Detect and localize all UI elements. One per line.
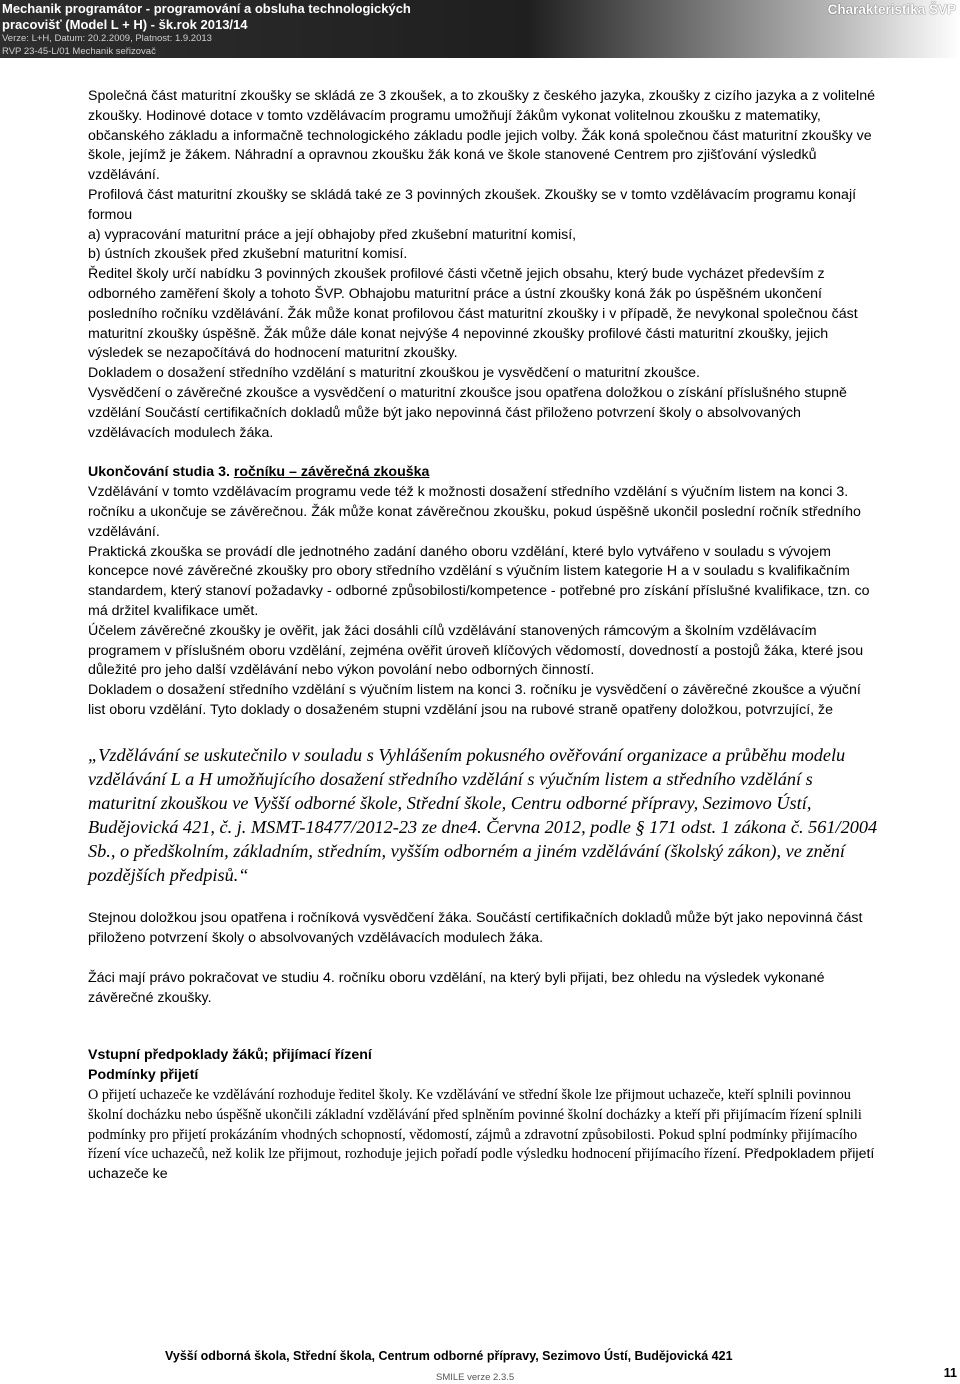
page-content: [88, 87, 878, 1185]
spacer: [88, 887, 878, 909]
paragraph: Vysvědčení o závěrečné zkoušce a vysvědčení o maturitní zkoušce jsou opatřena doložkou o získání příslušného stupně vzdělání Součástí certifikačních dokladů může být jako nepovinná část přiloženo potvrzení školy o absolvovaných vzdělávacích modulech žáka.: [88, 384, 847, 441]
page-number: 11: [943, 1366, 957, 1380]
list-item: a) vypracování maturitní práce a její obhajoby před zkušební maturitní komisí,: [88, 226, 577, 243]
section-title: Charakteristika ŠVP: [827, 2, 956, 17]
spacer: [88, 949, 878, 969]
footer-version: SMILE verze 2.3.5: [436, 1372, 515, 1383]
section-heading: Ukončování studia 3. ročníku – závěrečná zkouška: [88, 464, 430, 481]
document-code: RVP 23-45-L/01 Mechanik seřizovač: [2, 46, 156, 57]
spacer: [88, 1008, 878, 1046]
footer-school-name: Vyšší odborná škola, Střední škola, Centrum odborné přípravy, Sezimovo Ústí, Budějovická 421: [165, 1349, 733, 1363]
spacer: [88, 443, 878, 463]
paragraph: Žáci mají právo pokračovat ve studiu 4. ročníku oboru vzdělání, na který byli přijati, bez ohledu na výsledek vykonané závěrečné zkoušky.: [88, 969, 825, 1006]
document-version: Verze: L+H, Datum: 20.2.2009, Platnost: 1.9.2013: [2, 33, 212, 44]
quoted-clause: „Vzdělávání se uskutečnilo v souladu s Vyhlášením pokusného ověřování organizace a průběhu modelu vzdělávání L a H umožňujícího dosažení středního vzdělání s výučním listem a středního vzdělání s maturitní zkouškou ve Vyšší odborné škole, Střední škole, Centru odborné přípravy, Sezimovo Ústí, Budějovická 421, č. j. MSMT-18477/2012-23 ze dne4. Června 2012, podle § 171 odst. 1 zákona č. 561/2004 Sb., o předškolním, základním, středním, vyšším odborném a jiném vzdělávání (školský zákon), ve znění pozdějších předpisů.“: [88, 744, 878, 886]
paragraph: Účelem závěrečné zkoušky je ověřit, jak žáci dosáhli cílů vzdělávání stanovených rámcovým a školním vzdělávacím programem v příslušném oboru vzdělání, zejména ověřit úroveň klíčových vědomostí, dovedností a postojů žáka, které jsou důležité pro jeho další vzdělávání nebo výkon povolání nebo odborných činností.: [88, 622, 864, 679]
document-title: Mechanik programátor - programování a obsluha technologických pracovišť (Model L + H) - šk.rok 2013/14: [2, 1, 411, 32]
paragraph: Vzdělávání v tomto vzdělávacím programu vede též k možnosti dosažení středního vzdělání s výučním listem na konci 3. ročníku a ukončuje se závěrečnou. Žák může konat závěrečnou zkoušku, pokud úspěšně ukončil poslední ročník středního vzdělávání.: [88, 484, 861, 540]
section-heading: Vstupní předpoklady žáků; přijímací řízení: [88, 1047, 372, 1064]
paragraph: Stejnou doložkou jsou opatřena i ročníková vysvědčení žáka. Součástí certifikačních dokladů může být jako nepovinná část přiloženo potvrzení školy o absolvovaných vzdělávacích modulech žáka.: [88, 910, 863, 947]
list-item: b) ústních zkoušek před zkušební maturitní komisí.: [88, 246, 408, 263]
paragraph: O přijetí uchazeče ke vzdělávání rozhoduje ředitel školy. Ke vzdělávání ve střední škole lze přijmout uchazeče, kteří splnili povinnou školní docházku nebo úspěšně ukončili základní vzdělávání před splněním povinné školní docházky a kteří při přijímacím řízení splnili podmínky pro přijetí prokázáním vhodných schopností, vědomostí, zájmů a zdravotní způsobilosti. Pokud splní podmínky přijímacího řízení více uchazečů, než kolik lze přijmout, rozhoduje jejich pořadí podle výsledku hodnocení přijímacího řízení. Předpokladem přijetí uchazeče ke: [88, 1087, 875, 1183]
paragraph: Ředitel školy určí nabídku 3 povinných zkoušek profilové části včetně jejich obsahu, který bude vycházet především z odborného zaměření školy a tohoto ŠVP. Obhajobu maturitní práce a ústní zkoušky koná žák po úspěšném ukončení posledního ročníku vzdělávání. Žák může konat profilovou část maturitní zkoušky i v případě, že nevykonal společnou část maturitní zkoušky úspěšně. Žák může dále konat nejvýše 4 nepovinné zkoušky profilové části maturitní zkoušky, jejich výsledek se nezapočítává do hodnocení maturitní zkoušky.: [88, 266, 858, 362]
paragraph: Dokladem o dosažení středního vzdělání s výučním listem na konci 3. ročníku je vysvědčení o závěrečné zkoušce a výuční list oboru vzdělání. Tyto doklady o dosaženém stupni vzdělání jsou na rubové straně opatřeny doložkou, potvrzující, že: [88, 682, 861, 718]
subsection-heading: Podmínky přijetí: [88, 1067, 199, 1084]
paragraph: Dokladem o dosažení středního vzdělání s maturitní zkouškou je vysvědčení o maturitní zkoušce.: [88, 365, 700, 382]
page-header: [0, 0, 960, 58]
paragraph: Společná část maturitní zkoušky se skládá ze 3 zkoušek, a to zkoušky z českého jazyka, zkoušky z cizího jazyka a z volitelné zkoušky. Hodinové dotace v tomto vzdělávacím programu umožňují žákům vykonat volitelnou zkoušku z matematiky, občanského základu a informačně technologického základu podle jejich volby. Žák koná společnou část maturitní zkoušky ve škole, jejímž je žákem. Náhradní a opravnou zkoušku žák koná ve škole stanovené Centrem pro zjišťování výsledků vzdělávání.: [88, 88, 875, 184]
spacer: [88, 721, 878, 743]
paragraph: Profilová část maturitní zkoušky se skládá také ze 3 povinných zkoušek. Zkoušky se v tomto vzdělávacím programu konají formou: [88, 186, 857, 223]
paragraph: Praktická zkouška se provádí dle jednotného zadání daného oboru vzdělání, které bylo vytvářeno v souladu s vývojem koncepce nové závěrečné zkoušky pro obory středního vzdělání s výučním listem kategorie H a v souladu s kvalifikačním standardem, který stanoví požadavky - odborné způsobilosti/kompetence - potřebné pro získání příslušné kvalifikace, tzn. co má držitel kvalifikace umět.: [88, 543, 870, 619]
